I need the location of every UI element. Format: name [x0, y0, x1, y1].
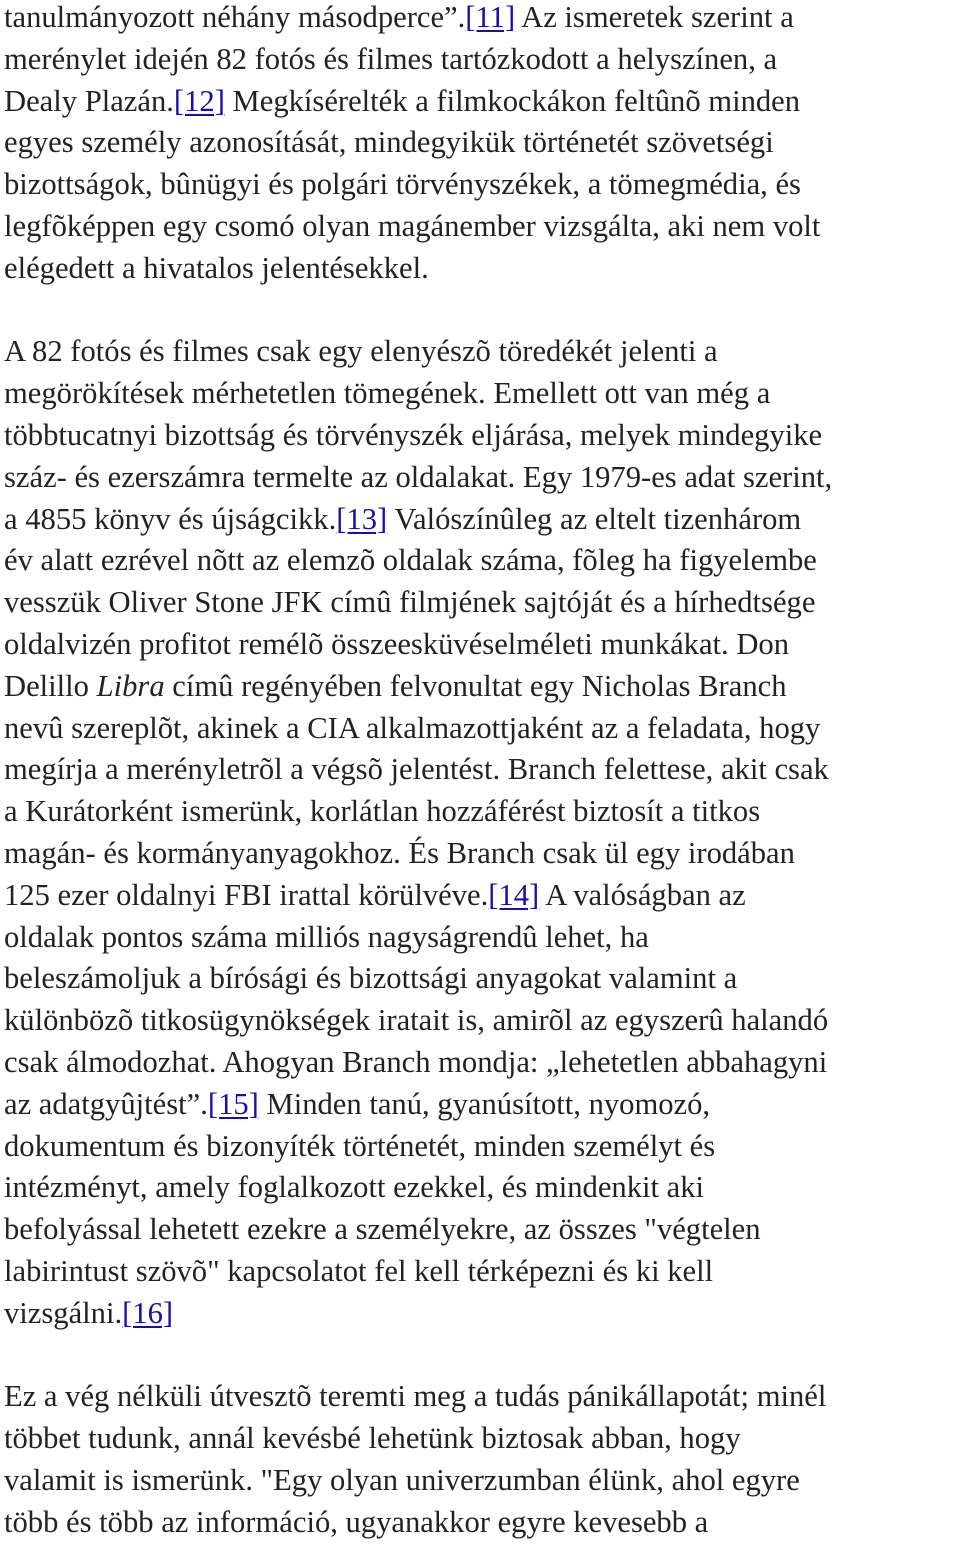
text-run: csak álmodozhat. Ahogyan Branch mondja: „lehetetlen abbahagyni: [4, 1044, 828, 1079]
text-line: [4, 666, 959, 708]
text-line: [4, 39, 959, 81]
text-line: [4, 373, 959, 415]
footnote-link[interactable]: [14]: [488, 877, 540, 912]
text-run: magán- és kormányanyagokhoz. És Branch csak ül egy irodában: [4, 835, 795, 870]
text-run: címû regényében felvonultat egy Nicholas Branch: [164, 668, 787, 703]
text-run: a 4855 könyv és újságcikk.: [4, 501, 337, 536]
paragraph: [4, 1376, 959, 1543]
text-run: A 82 fotós és filmes csak egy elenyészõ töredékét jelenti a: [4, 334, 718, 369]
footnote-link[interactable]: [16]: [122, 1295, 174, 1330]
text-run: száz- és ezerszámra termelte az oldalakat. Egy 1979-es adat szerint,: [4, 459, 833, 494]
text-line: [4, 540, 959, 582]
text-line: [4, 1376, 959, 1418]
text-run: Dealy Plazán.: [4, 83, 174, 118]
text-line: [4, 833, 959, 875]
text-line: [4, 248, 959, 290]
text-run: A valóságban az: [539, 877, 746, 912]
text-line: [4, 499, 959, 541]
text-line: [4, 958, 959, 1000]
text-run: 125 ezer oldalnyi FBI irattal körülvéve.: [4, 877, 489, 912]
document-body: [4, 0, 959, 1543]
book-title-italic: Libra: [96, 668, 165, 703]
text-line: [4, 1460, 959, 1502]
text-run: dokumentum és bizonyíték történetét, minden személyt és: [4, 1128, 716, 1163]
text-line: [4, 749, 959, 791]
text-run: legfõképpen egy csomó olyan magánember vizsgálta, aki nem volt: [4, 208, 821, 243]
text-line: [4, 1209, 959, 1251]
text-line: [4, 457, 959, 499]
text-run: vizsgálni.: [4, 1295, 123, 1330]
text-run: a Kurátorként ismerünk, korlátlan hozzáférést biztosít a titkos: [4, 794, 761, 829]
text-run: labirintust szövõ" kapcsolatot fel kell térképezni és ki kell: [4, 1253, 714, 1288]
text-run: vesszük Oliver Stone JFK címû filmjének sajtóját és a hírhedtsége: [4, 585, 816, 620]
text-line: [4, 1251, 959, 1293]
text-run: Delillo: [4, 668, 97, 703]
text-run: év alatt ezrével nõtt az elemzõ oldalak száma, fõleg ha figyelembe: [4, 543, 817, 578]
text-line: [4, 1000, 959, 1042]
text-line: [4, 164, 959, 206]
text-run: valamit is ismerünk. "Egy olyan univerzumban élünk, ahol egyre: [4, 1462, 800, 1497]
text-run: bizottságok, bûnügyi és polgári törvényszékek, a tömegmédia, és: [4, 167, 801, 202]
text-run: többet tudunk, annál kevésbé lehetünk biztosak abban, hogy: [4, 1421, 741, 1456]
text-run: beleszámoljuk a bírósági és bizottsági anyagokat valamint a: [4, 961, 738, 996]
text-run: Ez a vég nélküli útvesztõ teremti meg a tudás pánikállapotát; minél: [4, 1379, 827, 1414]
text-run: tanulmányozott néhány másodperce”.: [4, 0, 466, 34]
paragraph-gap: [4, 1335, 959, 1377]
text-run: oldalak pontos száma milliós nagyságrendû lehet, ha: [4, 919, 649, 954]
text-run: több és több az információ, ugyanakkor egyre kevesebb a: [4, 1504, 709, 1539]
text-line: [4, 917, 959, 959]
text-line: [4, 708, 959, 750]
text-line: [4, 1084, 959, 1126]
text-run: nevû szereplõt, akinek a CIA alkalmazottjaként az a feladata, hogy: [4, 710, 821, 745]
paragraph: [4, 331, 959, 1334]
text-run: többtucatnyi bizottság és törvényszék eljárása, melyek mindegyike: [4, 417, 823, 452]
text-line: [4, 791, 959, 833]
text-run: elégedett a hivatalos jelentésekkel.: [4, 250, 429, 285]
text-line: [4, 582, 959, 624]
text-line: [4, 1126, 959, 1168]
text-run: az adatgyûjtést”.: [4, 1086, 208, 1121]
text-line: [4, 1293, 959, 1335]
text-line: [4, 875, 959, 917]
text-run: Megkísérelték a filmkockákon feltûnõ minden: [224, 83, 801, 118]
text-line: [4, 1418, 959, 1460]
text-line: [4, 1502, 959, 1544]
text-line: [4, 0, 959, 39]
footnote-link[interactable]: [12]: [173, 83, 225, 118]
text-run: Minden tanú, gyanúsított, nyomozó,: [258, 1086, 711, 1121]
text-line: [4, 81, 959, 123]
footnote-link[interactable]: [11]: [465, 0, 516, 34]
text-line: [4, 331, 959, 373]
paragraph-gap: [4, 290, 959, 332]
footnote-link[interactable]: [15]: [207, 1086, 259, 1121]
text-run: Valószínûleg az eltelt tizenhárom: [387, 501, 802, 536]
text-run: megörökítések mérhetetlen tömegének. Emellett ott van még a: [4, 376, 771, 411]
text-run: megírja a merényletrõl a végsõ jelentést. Branch felettese, akit csak: [4, 752, 829, 787]
text-line: [4, 1042, 959, 1084]
text-run: intézményt, amely foglalkozott ezekkel, és mindenkit aki: [4, 1170, 705, 1205]
text-line: [4, 624, 959, 666]
text-run: merénylet idején 82 fotós és filmes tartózkodott a helyszínen, a: [4, 41, 778, 76]
paragraph: [4, 0, 959, 290]
text-run: különbözõ titkosügynökségek iratait is, amirõl az egyszerû halandó: [4, 1003, 829, 1038]
text-line: [4, 206, 959, 248]
footnote-link[interactable]: [13]: [336, 501, 388, 536]
text-line: [4, 415, 959, 457]
text-run: Az ismeretek szerint a: [515, 0, 794, 34]
text-run: egyes személy azonosítását, mindegyikük történetét szövetségi: [4, 125, 774, 160]
text-run: oldalvizén profitot remélõ összeesküvéselméleti munkákat. Don: [4, 626, 790, 661]
text-line: [4, 1167, 959, 1209]
text-run: befolyással lehetett ezekre a személyekre, az összes "végtelen: [4, 1212, 761, 1247]
text-line: [4, 122, 959, 164]
